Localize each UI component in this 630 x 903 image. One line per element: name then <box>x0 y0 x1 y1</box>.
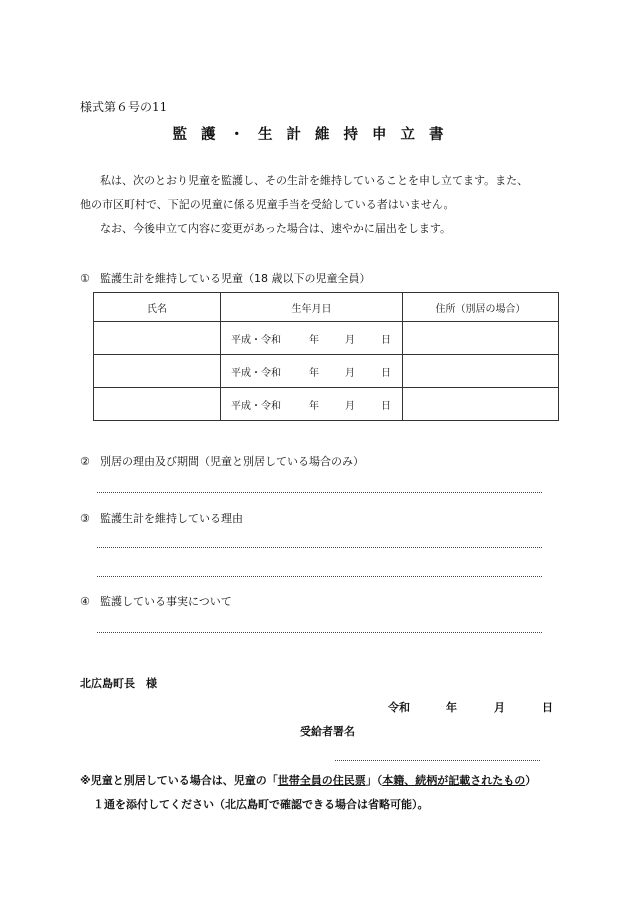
form-number: 様式第６号の11 <box>80 100 168 114</box>
page-title: 監護・生計維持申立書 <box>172 127 458 143</box>
addressee: 北広島町長 様 <box>80 677 157 690</box>
section-2-label: 別居の理由及び期間（児童と別居している場合のみ） <box>100 455 364 468</box>
intro-line-1: 私は、次のとおり児童を監護し、その生計を維持していることを申し立てます。また、 <box>100 174 529 187</box>
child-name-cell[interactable] <box>94 355 221 388</box>
table-row <box>94 355 559 388</box>
section-4-heading <box>80 593 232 609</box>
signature-line[interactable] <box>335 760 540 761</box>
section-4-number: ④ <box>80 595 90 608</box>
year-label: 年 <box>309 367 319 379</box>
support-reason-line[interactable] <box>97 547 542 548</box>
year-label: 年 <box>309 334 319 346</box>
date-day: 日 <box>542 701 553 714</box>
section-2-heading <box>80 453 364 469</box>
day-label: 日 <box>381 367 391 379</box>
child-name-cell[interactable] <box>94 322 221 355</box>
year-label: 年 <box>309 400 319 412</box>
child-birthdate-cell[interactable] <box>221 355 403 388</box>
header-birthdate: 生年月日 <box>221 293 403 322</box>
section-4-label: 監護している事実について <box>100 595 232 608</box>
date-month: 月 <box>494 701 505 714</box>
month-label: 月 <box>345 367 355 379</box>
month-label: 月 <box>345 334 355 346</box>
era-label: 平成・令和 <box>231 400 281 412</box>
section-3-heading <box>80 510 243 526</box>
note-part-a: ※児童と別居している場合は、児童の「 <box>80 774 278 787</box>
section-3-number: ③ <box>80 512 90 525</box>
header-name: 氏名 <box>94 293 221 322</box>
intro-line-2: 他の市区町村で、下記の児童に係る児童手当を受給している者はいません。 <box>80 198 455 211</box>
note-part-e: ） <box>525 774 537 787</box>
child-address-cell[interactable] <box>403 388 559 421</box>
note-line-1 <box>80 772 536 788</box>
section-1-label: 監護生計を維持している児童（18 歳以下の児童全員） <box>100 272 371 285</box>
section-3-label: 監護生計を維持している理由 <box>100 512 243 525</box>
submission-date[interactable] <box>388 699 553 715</box>
month-label: 月 <box>345 400 355 412</box>
era-label: 平成・令和 <box>231 334 281 346</box>
note-part-c: 」（ <box>365 774 383 787</box>
section-2-number: ② <box>80 455 90 468</box>
section-1-number: ① <box>80 272 90 285</box>
table-header-row <box>94 293 559 322</box>
custody-fact-line[interactable] <box>97 632 542 633</box>
child-birthdate-cell[interactable] <box>221 322 403 355</box>
note-record-detail: 本籍、続柄が記載されたもの <box>382 774 526 787</box>
support-reason-line[interactable] <box>97 576 542 577</box>
note-resident-record: 世帯全員の住民票 <box>277 774 366 787</box>
date-era: 令和 <box>388 701 410 714</box>
child-address-cell[interactable] <box>403 355 559 388</box>
note-line-2: １通を添付してください（北広島町で確認できる場合は省略可能）。 <box>93 798 429 811</box>
header-address: 住所（別居の場合） <box>403 293 559 322</box>
child-address-cell[interactable] <box>403 322 559 355</box>
separation-reason-line[interactable] <box>97 492 542 493</box>
day-label: 日 <box>381 334 391 346</box>
signer-label: 受給者署名 <box>300 725 355 738</box>
children-table <box>93 292 559 421</box>
section-1-heading <box>80 270 371 286</box>
date-year: 年 <box>446 701 457 714</box>
table-row <box>94 322 559 355</box>
child-name-cell[interactable] <box>94 388 221 421</box>
child-birthdate-cell[interactable] <box>221 388 403 421</box>
table-row <box>94 388 559 421</box>
era-label: 平成・令和 <box>231 367 281 379</box>
day-label: 日 <box>381 400 391 412</box>
intro-line-3: なお、今後申立て内容に変更があった場合は、速やかに届出をします。 <box>100 222 452 235</box>
